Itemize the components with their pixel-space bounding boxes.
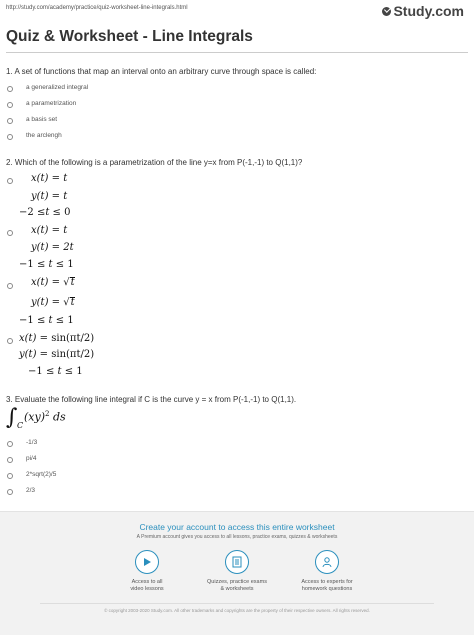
premium-description: A Premium account gives you access to all lessons, practice exams, quizzes & worksheets	[136, 534, 338, 540]
option-label: the arclengh	[26, 132, 62, 139]
feature-label: Access to experts for homework questions	[301, 579, 353, 592]
q2-option-4[interactable]	[7, 336, 13, 344]
radio-button[interactable]	[7, 102, 13, 108]
q3-option-2[interactable]	[7, 455, 37, 463]
logo-text: Study.com	[393, 3, 464, 19]
radio-button[interactable]	[7, 118, 13, 124]
feature-label: Quizzes, practice exams & worksheets	[207, 579, 267, 592]
q3-option-4[interactable]	[7, 487, 36, 495]
option-label: a basis set	[26, 116, 58, 123]
option-label: a parametrization	[26, 100, 77, 107]
option-label: -1/3	[26, 439, 38, 446]
create-account-link[interactable]: Create your account to access this entire worksheet	[139, 522, 335, 532]
radio-button[interactable]	[7, 457, 13, 463]
radio-button[interactable]	[7, 230, 13, 236]
q2-opt1-range: −2 ≤t ≤ 0	[19, 207, 71, 218]
q2-option-2[interactable]	[7, 228, 13, 236]
radio-button[interactable]	[7, 473, 13, 479]
q2-opt4-range: −1 ≤ t ≤ 1	[28, 366, 83, 377]
integral-sign: ∫	[6, 405, 18, 430]
q1-option-2[interactable]	[7, 100, 77, 108]
question-3: 3. Evaluate the following line integral if C is the curve y = x from P(-1,-1) to Q(1,1).	[6, 395, 297, 404]
person-icon	[315, 550, 339, 574]
signup-footer	[0, 511, 474, 635]
radio-button[interactable]	[7, 178, 13, 184]
sqrt-radicand: t	[70, 277, 75, 288]
radio-button[interactable]	[7, 283, 13, 289]
q2-opt2-y-eq: y(t) = 2t	[31, 242, 74, 253]
option-label: a generalized integral	[26, 84, 89, 91]
radio-button[interactable]	[7, 134, 13, 140]
radio-button[interactable]	[7, 86, 13, 92]
question-1: 1. A set of functions that map an interval onto an arbitrary curve through space is called:	[6, 67, 317, 76]
copyright-notice: © copyright 2003-2020 Study.com. All other trademarks and copyrights are the property of their respective owners. All rights reserved.	[104, 608, 370, 613]
q2-opt1-y-eq: y(t) = t	[31, 191, 68, 202]
integral-subscript: C	[17, 421, 24, 430]
q2-opt1-x-eq: x(t) = t	[31, 173, 68, 184]
q1-option-1[interactable]	[7, 84, 89, 92]
option-label: 2*sqrt(2)/5	[26, 471, 57, 478]
radio-button[interactable]	[7, 338, 13, 344]
sqrt-radicand: t	[70, 297, 75, 308]
q2-opt4-x-eq: x(t) = sin(πt/2)	[19, 333, 95, 344]
check-circle-icon	[382, 7, 391, 16]
option-label: pi/4	[26, 455, 37, 462]
integrand: (xy)$^2$ ds	[24, 410, 66, 424]
q2-opt3-range: −1 ≤ t ≤ 1	[19, 315, 74, 326]
q2-opt3-y-eq: y(t) = √t	[31, 297, 75, 308]
q3-option-3[interactable]	[7, 471, 57, 479]
page-url: http://study.com/academy/practice/quiz-worksheet-line-integrals.html	[6, 5, 188, 11]
q3-option-1[interactable]	[7, 439, 38, 447]
feature-video-lessons	[102, 550, 192, 593]
q1-option-3[interactable]	[7, 116, 58, 124]
play-icon	[135, 550, 159, 574]
q1-option-4[interactable]	[7, 132, 62, 140]
study-logo[interactable]	[382, 3, 464, 19]
radio-button[interactable]	[7, 489, 13, 495]
q2-opt3-x-eq: x(t) = √t	[31, 277, 75, 288]
page-title: Quiz & Worksheet - Line Integrals	[6, 28, 253, 45]
radio-button[interactable]	[7, 441, 13, 447]
title-divider	[6, 52, 468, 53]
feature-experts	[282, 550, 372, 593]
q2-option-3[interactable]	[7, 281, 13, 289]
feature-label: Access to all video lessons	[130, 579, 164, 592]
q2-option-1[interactable]	[7, 176, 13, 184]
q2-opt4-y-eq: y(t) = sin(πt/2)	[19, 349, 95, 360]
q2-opt2-range: −1 ≤ t ≤ 1	[19, 259, 74, 270]
option-label: 2/3	[26, 487, 36, 494]
feature-quizzes	[192, 550, 282, 593]
question-2: 2. Which of the following is a parametrization of the line y=x from P(-1,-1) to Q(1,1)?	[6, 158, 303, 167]
q2-opt2-x-eq: x(t) = t	[31, 225, 68, 236]
checklist-icon	[225, 550, 249, 574]
footer-divider	[40, 603, 434, 604]
